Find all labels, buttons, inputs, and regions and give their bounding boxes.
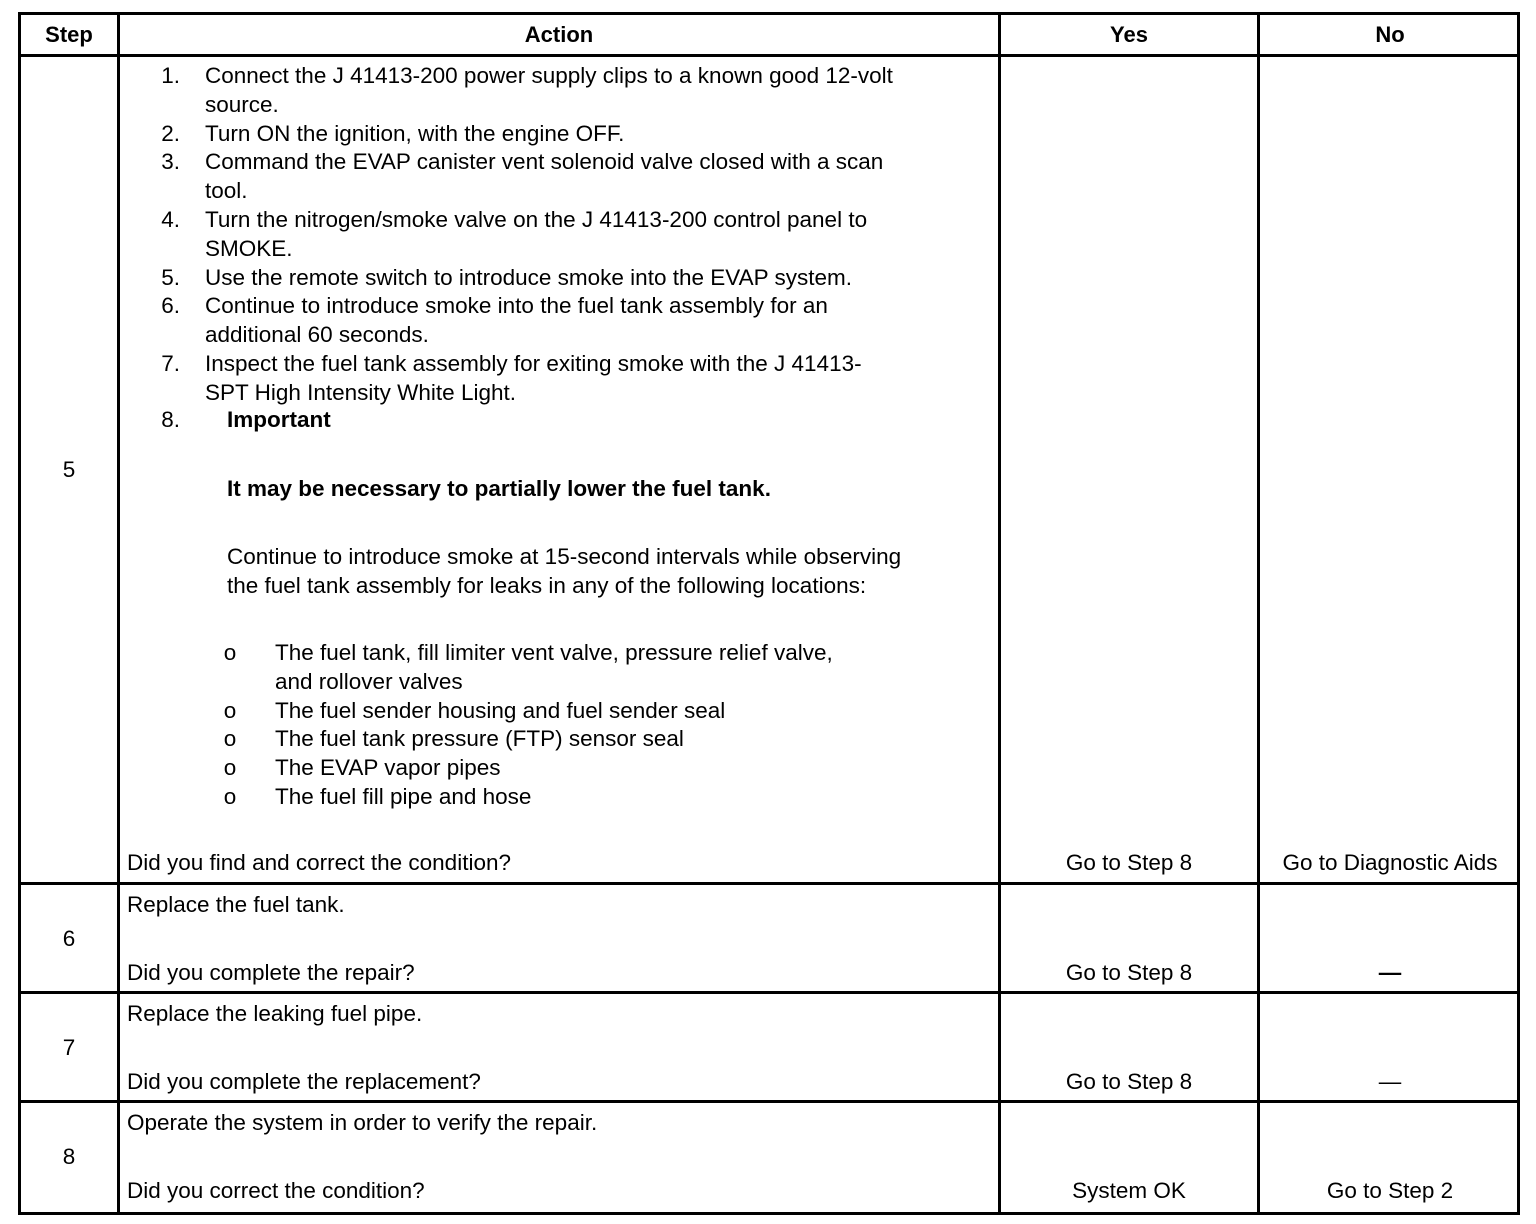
bullet-icon: o [223, 755, 237, 781]
item-text [205, 206, 1028, 264]
list-item [150, 120, 1028, 149]
bullet-text [275, 725, 998, 754]
bullet-icon: o [223, 783, 237, 809]
step5-action [120, 62, 998, 882]
item-number: 8. [161, 407, 180, 432]
text-line: The fuel sender housing and fuel sender seal [275, 697, 726, 723]
item-text [205, 148, 1028, 206]
item-text [205, 62, 1028, 120]
list-item [150, 148, 1028, 206]
step-number: 8 [62, 1144, 76, 1169]
header-yes: Yes [1110, 22, 1148, 47]
list-item [150, 264, 1028, 293]
item-number: 3. [161, 149, 180, 175]
bullet-text [275, 754, 998, 783]
bullet-item [120, 783, 998, 812]
text-line: SPT High Intensity White Light. [205, 379, 516, 405]
bullet-text [275, 639, 998, 697]
step-action: Replace the leaking fuel pipe. [127, 1001, 423, 1026]
header-action: Action [524, 22, 594, 47]
yes-result: Go to Step 8 [1065, 1069, 1193, 1094]
step-number: 6 [62, 926, 76, 951]
item-text [205, 120, 1028, 149]
text-line: The fuel tank pressure (FTP) sensor seal [275, 726, 684, 752]
bullet-list [120, 639, 998, 812]
step-question: Did you correct the condition? [127, 1178, 425, 1203]
bullet-item [120, 754, 998, 783]
step-question: Did you find and correct the condition? [127, 850, 511, 875]
step-action: Operate the system in order to verify the repair. [127, 1110, 598, 1135]
row-divider [21, 1100, 1517, 1103]
text-line: Inspect the fuel tank assembly for exiting smoke with the J 41413- [205, 350, 862, 376]
text-line: Turn the nitrogen/smoke valve on the J 41413-200 control panel to [205, 206, 868, 232]
bullet-item [120, 725, 998, 754]
bullet-text [275, 697, 998, 726]
row-divider [21, 882, 1517, 885]
no-result: Go to Diagnostic Aids [1282, 850, 1498, 875]
text-line: additional 60 seconds. [205, 322, 429, 348]
bullet-icon: o [223, 697, 237, 723]
row-divider [21, 54, 1517, 57]
yes-result: System OK [1072, 1178, 1186, 1203]
list-item [150, 350, 1028, 408]
bullet-item [120, 697, 998, 726]
text-line: Continue to introduce smoke into the fuel tank assembly for an [205, 293, 828, 319]
step-number: 5 [62, 457, 76, 482]
header-no: No [1375, 22, 1405, 47]
row-divider [21, 991, 1517, 994]
step-question: Did you complete the replacement? [127, 1069, 481, 1094]
step-question: Did you complete the repair? [127, 960, 415, 985]
diagnostic-table [18, 12, 1520, 1215]
text-line: SMOKE. [205, 235, 293, 261]
step-number: 7 [62, 1035, 76, 1060]
text-line: The fuel fill pipe and hose [275, 783, 532, 809]
item-text [205, 264, 1028, 293]
item-number: 2. [161, 120, 180, 146]
item-number: 1. [161, 63, 180, 88]
header-step: Step [45, 22, 93, 47]
numbered-list [150, 62, 1028, 408]
yes-result: Go to Step 8 [1065, 960, 1193, 985]
bullet-icon: o [223, 640, 237, 665]
item-number: 7. [161, 350, 180, 376]
item-text [205, 350, 1028, 408]
yes-result: Go to Step 8 [1065, 850, 1193, 875]
column-divider [1257, 15, 1260, 1212]
item-number: 4. [161, 206, 180, 232]
text-line: Command the EVAP canister vent solenoid valve closed with a scan [205, 149, 884, 175]
important-note: It may be necessary to partially lower the fuel tank. [227, 476, 771, 501]
list-item [150, 292, 1028, 350]
important-label: Important [227, 407, 331, 432]
text-line: tool. [205, 178, 248, 204]
item-8 [161, 406, 331, 435]
list-item [150, 62, 1028, 120]
text-line: The fuel tank, fill limiter vent valve, pressure relief valve, [275, 640, 833, 665]
text-line: Turn ON the ignition, with the engine OFF. [205, 120, 625, 146]
bullet-text [275, 783, 998, 812]
no-result: Go to Step 2 [1326, 1178, 1454, 1203]
bullet-icon: o [223, 726, 237, 752]
step-action: Replace the fuel tank. [127, 892, 345, 917]
item-number: 6. [161, 293, 180, 319]
text-line: Connect the J 41413-200 power supply clips to a known good 12-volt [205, 63, 893, 88]
text-line: Continue to introduce smoke at 15-second intervals while observing [227, 544, 902, 569]
text-line: The EVAP vapor pipes [275, 755, 501, 781]
text-line: Use the remote switch to introduce smoke into the EVAP system. [205, 264, 852, 290]
text-line: the fuel tank assembly for leaks in any of the following locations: [227, 572, 867, 598]
text-line: and rollover valves [275, 668, 463, 694]
item-number: 5. [161, 264, 180, 290]
list-item [150, 206, 1028, 264]
no-result: — [1378, 1069, 1402, 1094]
text-line: source. [205, 91, 279, 117]
no-result: — [1378, 960, 1402, 985]
continue-paragraph [227, 543, 901, 601]
item-text [205, 292, 1028, 350]
bullet-item [120, 639, 998, 697]
